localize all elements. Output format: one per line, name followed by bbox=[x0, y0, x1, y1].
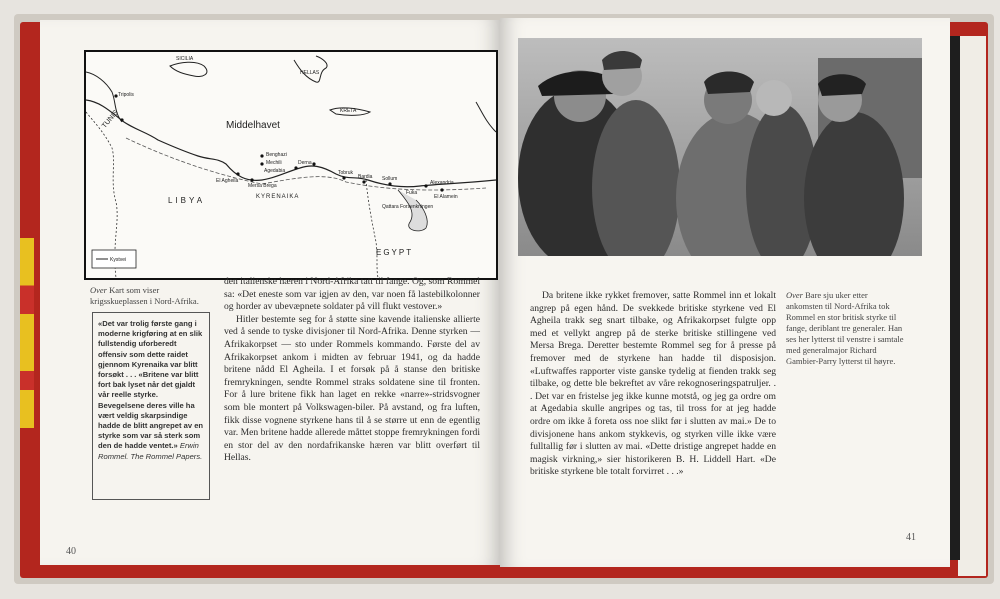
map-island-kreta: KRETA bbox=[340, 108, 357, 114]
page-number-right: 41 bbox=[906, 532, 916, 543]
caption-text: Bare sju uker etter ankomsten til Nord-Afrika tok Rommel en stor britisk styrke til fange, deriblant tre generaler. Han ses her lytterst til venstre i samtale med generalmajor Richard Gambier-Parry lytterst til høyre. bbox=[786, 290, 904, 366]
cover-edge-stripe bbox=[20, 238, 34, 428]
caption-text: Kart som viser krigsskueplassen i Nord-Afrika. bbox=[90, 285, 199, 306]
map-place: El Agheila bbox=[216, 178, 239, 184]
map-place: Mersa Brega bbox=[248, 183, 277, 189]
historical-photo bbox=[518, 38, 922, 256]
paragraph: Hitler bestemte seg for å støtte sine kavende italienske allierte ved å sende to tyske divisjoner til Nord-Afrika. Denne styrken — Afrikakorpset — sto under Rommels kommando. Første del av Afrikakorpset ankom i midten av februar 1941, og da hadde britene nådd El Agheila. I et forsøk på å stanse den britiske fremrykningen, sendte Rommel straks soldatene sine til fronten. For å lure britene fikk han laget en rekke «narre»-stridsvogner som ble montert på Volkswagen-biler. På avstand, og fra luften, fikk disse vognene styrkene hans til å se større ut enn de egentlig var. Men britene hadde allerede måttet stoppe fremrykningen fordi en stor del av den nordafrikanske hæren var blitt overført til Hellas. bbox=[224, 313, 480, 464]
map-country-libya: LIBYA bbox=[168, 196, 206, 205]
map-place: Tripolis bbox=[118, 92, 134, 98]
north-africa-map bbox=[84, 50, 498, 280]
map-place: Tobruk bbox=[338, 170, 354, 176]
map-island-hellas: HELLAS bbox=[300, 70, 320, 76]
paragraph: den italienske hæren i Nord-Afrika tatt til fange. Og, som Rommel sa: «Det eneste som var igjen av den, var noen få lastebilkolonner og horder av ubevæpnete soldater på vill flukt vestover.» bbox=[224, 276, 480, 313]
caption-lead: Over bbox=[786, 290, 803, 300]
photo-image bbox=[518, 38, 922, 256]
cover-bottom-strip bbox=[250, 566, 780, 578]
map-place: Qattara Forsenkningen bbox=[382, 204, 434, 210]
map-place: Fuka bbox=[406, 190, 418, 196]
rommel-quote-box bbox=[92, 312, 210, 500]
map-region-kyrenaika: KYRENAIKA bbox=[256, 194, 300, 200]
map-place: Agedabia bbox=[264, 168, 286, 174]
map-place: Benghazi bbox=[266, 152, 287, 158]
map-drawing bbox=[86, 52, 496, 278]
right-body-text: Da britene ikke rykket fremover, satte Rommel inn et lokalt angrep på egen hånd. De svekkede britiske styrkene ved El Agheila trakk seg snart tilbake, og Afrikakorpset fulgte opp med et vellykt angrep på de sterke britiske stillingene ved Mersa Brega. Deretter bestemte Rommel seg for å presse på fremover med de styrkene han hadde til disposisjon. «Luftwaffes rapporter viste ganske tydelig at fienden trakk seg tilbake, og dette ble bekreftet av våre rekognoseringspatruljer. . . Det var en fristelse jeg ikke kunne motstå, og jeg ga ordre om at Agedabia skulle angripes og tas, til tross for at jeg hadde ordre om ikke å foreta oss noe slikt før i slutten av mai.» De to divisjonene hans ankom stykkevis, og styrken ville ikke være fulltallig før i slutten av mai. «Dette dristige angrepet hadde en magisk virkning,» sier historikeren B. H. Liddell Hart. «De britiske styrkene ble totalt forvirret . . .» bbox=[530, 290, 776, 478]
map-place: Bardia bbox=[358, 174, 373, 180]
map-place: Derna bbox=[298, 160, 312, 166]
map-place: Sollum bbox=[382, 176, 398, 182]
map-sea-label: Middelhavet bbox=[226, 120, 280, 131]
map-island-sicilia: SICILIA bbox=[176, 56, 194, 62]
page-number-left: 40 bbox=[66, 546, 76, 557]
quote-text: «Det var trolig første gang i moderne krigføring at en slik fullstendig uforberedt offensiv som dette raidet gjennom Kyrenaika var blitt forsøkt . . . «Britene var blitt fort bak lyset når det gjaldt vår reelle styrke. Bevegelsene deres ville ha vært veldig skarpsindige hadde de blitt angrepet av en styrke som var så sterk som den de hadde ventet.» bbox=[98, 319, 204, 451]
quote-source: Erwin Rommel. The Rommel Papers. bbox=[98, 441, 203, 461]
map-caption bbox=[90, 285, 210, 307]
map-place: Mechili bbox=[266, 160, 282, 166]
map-country-egypt: EGYPT bbox=[376, 248, 414, 257]
right-cover-edge bbox=[958, 36, 986, 576]
left-body-text bbox=[224, 276, 480, 465]
photo-caption bbox=[786, 290, 906, 367]
map-country-tunis: TUNIS bbox=[101, 109, 120, 130]
map-place: Alexandria bbox=[430, 180, 454, 186]
map-legend-label: Kystvei bbox=[110, 257, 127, 263]
map-place: El Alamein bbox=[434, 194, 458, 200]
caption-lead: Over bbox=[90, 285, 107, 295]
